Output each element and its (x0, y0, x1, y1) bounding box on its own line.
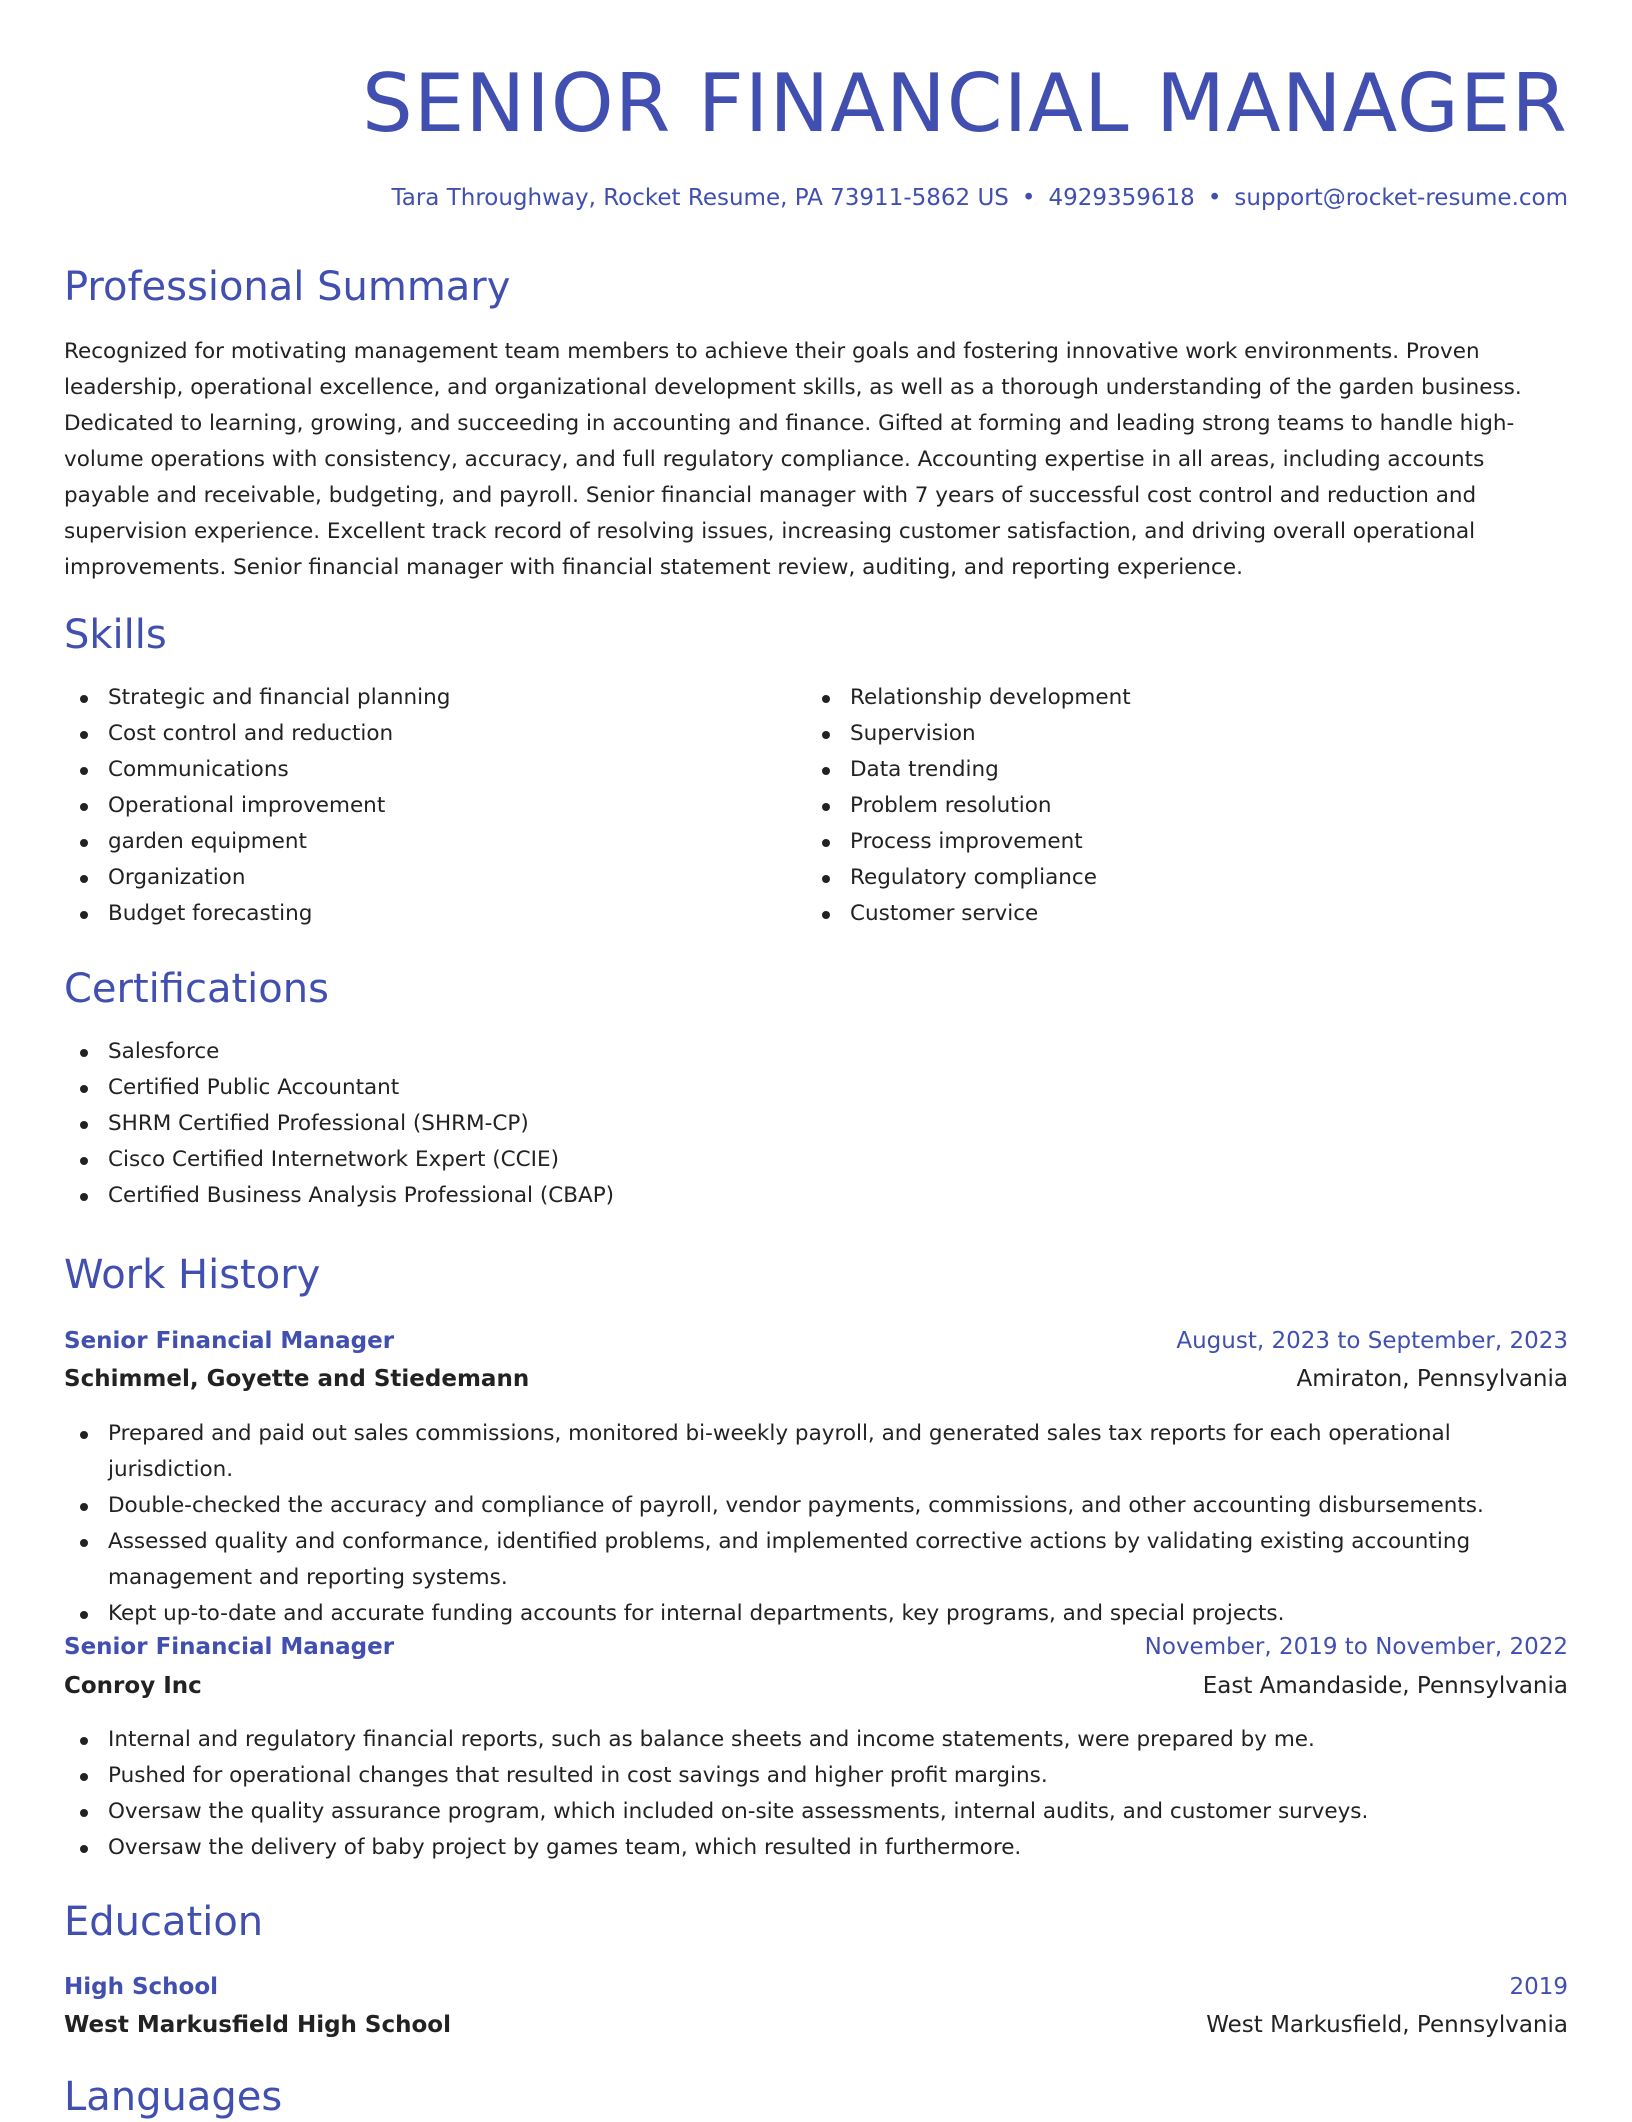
job-bullet: Oversaw the delivery of baby project by games team, which resulted in furthermore. (64, 1830, 1568, 1866)
skills-heading: Skills (64, 612, 167, 658)
skill-item: Cost control and reduction (64, 716, 764, 752)
job-bullets (64, 1416, 1568, 1632)
resume-page (64, 0, 1568, 2120)
job-company: Schimmel, Goyette and Stiedemann (64, 1366, 530, 1392)
bullet-dot (822, 875, 830, 883)
skill-item: Customer service (806, 896, 1506, 932)
bullet-dot (80, 1845, 88, 1853)
bullet-dot (822, 695, 830, 703)
certifications-list (64, 1034, 1568, 1214)
bullet-dot (822, 731, 830, 739)
bullet-dot (80, 839, 88, 847)
education-header-row (64, 1969, 1568, 2005)
certification-item: Certified Business Analysis Professional (CBAP) (64, 1178, 1568, 1214)
job-bullet: Pushed for operational changes that resulted in cost savings and higher profit margins. (64, 1758, 1568, 1794)
skill-item: Problem resolution (806, 788, 1506, 824)
job-header-row (64, 1323, 1568, 1359)
education-year: 2019 (1509, 1974, 1568, 2000)
bullet-dot (80, 1611, 88, 1619)
bullet-dot (80, 1503, 88, 1511)
job-title: Senior Financial Manager (64, 1634, 395, 1660)
job-company-row (64, 1361, 1568, 1397)
job-bullet: Assessed quality and conformance, identified problems, and implemented corrective actions by validating existing accounting management and reporting systems. (64, 1524, 1568, 1596)
contact-email: support@rocket-resume.com (1234, 185, 1568, 211)
summary-heading: Professional Summary (64, 264, 511, 310)
education-heading: Education (64, 1899, 264, 1945)
skill-item: Relationship development (806, 680, 1506, 716)
skill-item: Organization (64, 860, 764, 896)
education-degree: High School (64, 1974, 219, 2000)
work-history-heading: Work History (64, 1252, 321, 1298)
bullet-dot (80, 1431, 88, 1439)
bullet-dot (822, 803, 830, 811)
bullet-dot (80, 1157, 88, 1165)
contact-phone: 4929359618 (1048, 185, 1195, 211)
skill-item: Supervision (806, 716, 1506, 752)
bullet-dot (80, 803, 88, 811)
job-bullet: Prepared and paid out sales commissions, monitored bi-weekly payroll, and generated sales tax reports for each operational jurisdiction. (64, 1416, 1568, 1488)
bullet-dot (822, 911, 830, 919)
skill-item: Strategic and financial planning (64, 680, 764, 716)
bullet-dot (80, 1539, 88, 1547)
certification-item: SHRM Certified Professional (SHRM-CP) (64, 1106, 1568, 1142)
resume-title: SENIOR FINANCIAL MANAGER (362, 57, 1568, 150)
certification-item: Cisco Certified Internetwork Expert (CCIE) (64, 1142, 1568, 1178)
job-bullet: Oversaw the quality assurance program, which included on-site assessments, internal audits, and customer surveys. (64, 1794, 1568, 1830)
bullet-dot (80, 1809, 88, 1817)
bullet-dot (80, 1085, 88, 1093)
bullet-dot (80, 1737, 88, 1745)
education-school-row (64, 2007, 1568, 2043)
bullet-dot (80, 1773, 88, 1781)
job-bullet: Double-checked the accuracy and compliance of payroll, vendor payments, commissions, and other accounting disbursements. (64, 1488, 1568, 1524)
bullet-dot (80, 731, 88, 739)
certifications-heading: Certifications (64, 966, 329, 1012)
job-location: East Amandaside, Pennsylvania (1202, 1673, 1568, 1699)
contact-line (392, 182, 1569, 214)
skill-item: Process improvement (806, 824, 1506, 860)
skill-item: garden equipment (64, 824, 764, 860)
contact-separator: • (1207, 185, 1222, 211)
skills-list-left (64, 680, 764, 932)
bullet-dot (822, 767, 830, 775)
skill-item: Budget forecasting (64, 896, 764, 932)
bullet-dot (80, 1049, 88, 1057)
job-company-row (64, 1668, 1568, 1704)
bullet-dot (80, 1121, 88, 1129)
job-dates: August, 2023 to September, 2023 (1176, 1328, 1568, 1354)
job-bullet: Internal and regulatory financial reports, such as balance sheets and income statements, were prepared by me. (64, 1722, 1568, 1758)
bullet-dot (80, 767, 88, 775)
bullet-dot (80, 875, 88, 883)
job-bullet: Kept up-to-date and accurate funding accounts for internal departments, key programs, and special projects. (64, 1596, 1568, 1632)
certification-item: Certified Public Accountant (64, 1070, 1568, 1106)
skill-item: Operational improvement (64, 788, 764, 824)
bullet-dot (80, 1193, 88, 1201)
job-bullets (64, 1722, 1568, 1866)
job-title: Senior Financial Manager (64, 1328, 395, 1354)
summary-text: Recognized for motivating management team members to achieve their goals and fostering innovative work environments. Proven leadership, operational excellence, and organizational development skills, as well as a thorough understanding of the garden business. Dedicated to learning, growing, and succeeding in accounting and finance. Gifted at forming and leading strong teams to handle high-volume operations with consistency, accuracy, and full regulatory compliance. Accounting expertise in all areas, including accounts payable and receivable, budgeting, and payroll. Senior financial manager with 7 years of successful cost control and reduction and supervision experience. Excellent track record of resolving issues, increasing customer satisfaction, and driving overall operational improvements. Senior financial manager with financial statement review, auditing, and reporting experience. (64, 339, 1522, 580)
contact-address: Tara Throughway, Rocket Resume, PA 73911-5862 US (391, 185, 1009, 211)
education-school: West Markusfield High School (64, 2012, 451, 2038)
education-location: West Markusfield, Pennsylvania (1206, 2012, 1568, 2038)
contact-separator: • (1021, 185, 1036, 211)
job-header-row (64, 1629, 1568, 1665)
job-company: Conroy Inc (64, 1673, 202, 1699)
bullet-dot (80, 911, 88, 919)
skills-list-right (806, 680, 1506, 932)
skill-item: Regulatory compliance (806, 860, 1506, 896)
job-dates: November, 2019 to November, 2022 (1144, 1634, 1568, 1660)
bullet-dot (80, 695, 88, 703)
languages-heading: Languages (64, 2074, 283, 2120)
job-location: Amiraton, Pennsylvania (1296, 1366, 1568, 1392)
skill-item: Data trending (806, 752, 1506, 788)
bullet-dot (822, 839, 830, 847)
skill-item: Communications (64, 752, 764, 788)
certification-item: Salesforce (64, 1034, 1568, 1070)
